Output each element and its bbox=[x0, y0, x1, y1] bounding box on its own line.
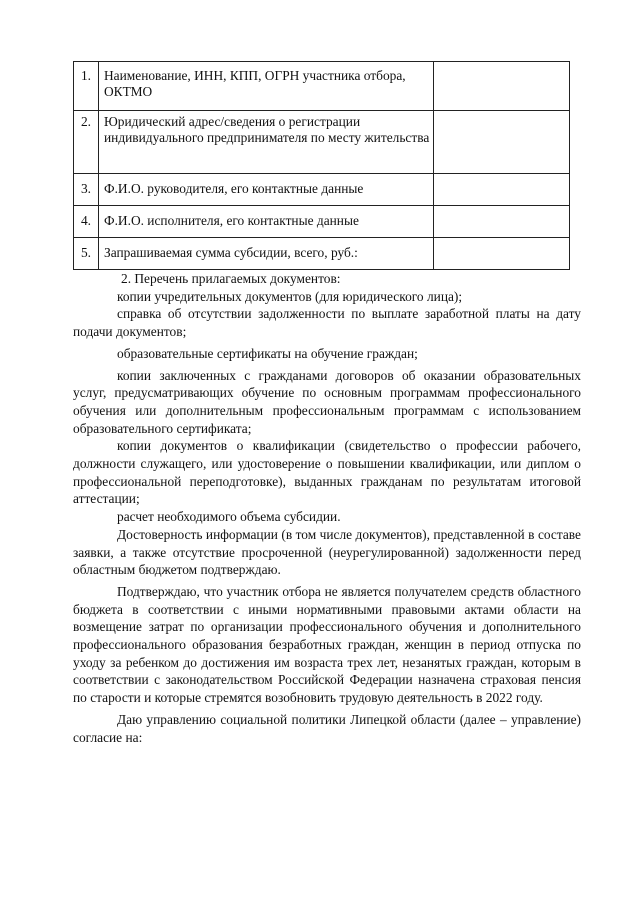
list-item: копии заключенных с гражданами договоров об оказании образовательных услуг, предусматривающих обучение по основным программам профессионального обучения или дополнительным профессиональным программам с использованием образовательного сертификата; bbox=[73, 367, 581, 436]
paragraph: Достоверность информации (в том числе документов), представленной в составе заявки, а также отсутствие просроченной (неурегулированной) задолженности перед областным бюджетом подтверждаю. bbox=[73, 526, 581, 578]
row-label: Наименование, ИНН, КПП, ОГРН участника отбора, ОКТМО bbox=[99, 62, 434, 111]
list-item: копии учредительных документов (для юридического лица); bbox=[117, 288, 463, 304]
list-item: расчет необходимого объема субсидии. bbox=[117, 509, 341, 525]
list-item: образовательные сертификаты на обучение граждан; bbox=[117, 345, 418, 361]
list-item: справка об отсутствии задолженности по выплате заработной платы на дату подачи документов; bbox=[73, 306, 581, 340]
row-label: Ф.И.О. руководителя, его контактные данные bbox=[99, 174, 434, 206]
paragraph: Подтверждаю, что участник отбора не является получателем средств областного бюджета в соответствии с иными нормативными правовыми актами области на возмещение затрат по организации профессионального обучения и дополнительного профессионального образования безработных граждан, женщин в период отпуска по уходу за ребенком до достижения им возраста трех лет, незанятых граждан, которым в соответствии с законодательством Российской Федерации назначена страховая пенсия по старости и которые стремятся возобновить трудовую деятельность в 2022 году. bbox=[73, 583, 581, 706]
row-number: 1. bbox=[74, 62, 99, 111]
section-heading: 2. Перечень прилагаемых документов: bbox=[121, 271, 341, 286]
table-row bbox=[74, 238, 570, 270]
row-label: Юридический адрес/сведения о регистрации индивидуального предпринимателя по месту жительства bbox=[99, 111, 434, 174]
list-item: копии документов о квалификации (свидетельство о профессии рабочего, должности служащего, или удостоверение о повышении квалификации, или диплом о профессиональной переподготовке), выданных гражданам по результатам итоговой аттестации; bbox=[73, 438, 581, 507]
row-value-cell bbox=[434, 111, 570, 174]
table-row bbox=[74, 111, 570, 174]
applicant-info-table bbox=[73, 61, 570, 270]
paragraph: Даю управлению социальной политики Липецкой области (далее – управление) согласие на: bbox=[73, 711, 581, 745]
row-value-cell bbox=[434, 238, 570, 270]
row-value-cell bbox=[434, 174, 570, 206]
table-row bbox=[74, 206, 570, 238]
table-row bbox=[74, 174, 570, 206]
row-label: Ф.И.О. исполнителя, его контактные данные bbox=[99, 206, 434, 238]
row-label: Запрашиваемая сумма субсидии, всего, руб.: bbox=[99, 238, 434, 270]
document-body bbox=[73, 270, 581, 746]
row-number: 5. bbox=[74, 238, 99, 270]
row-value-cell bbox=[434, 206, 570, 238]
row-number: 2. bbox=[74, 111, 99, 174]
row-number: 3. bbox=[74, 174, 99, 206]
row-value-cell bbox=[434, 62, 570, 111]
row-number: 4. bbox=[74, 206, 99, 238]
table-row bbox=[74, 62, 570, 111]
